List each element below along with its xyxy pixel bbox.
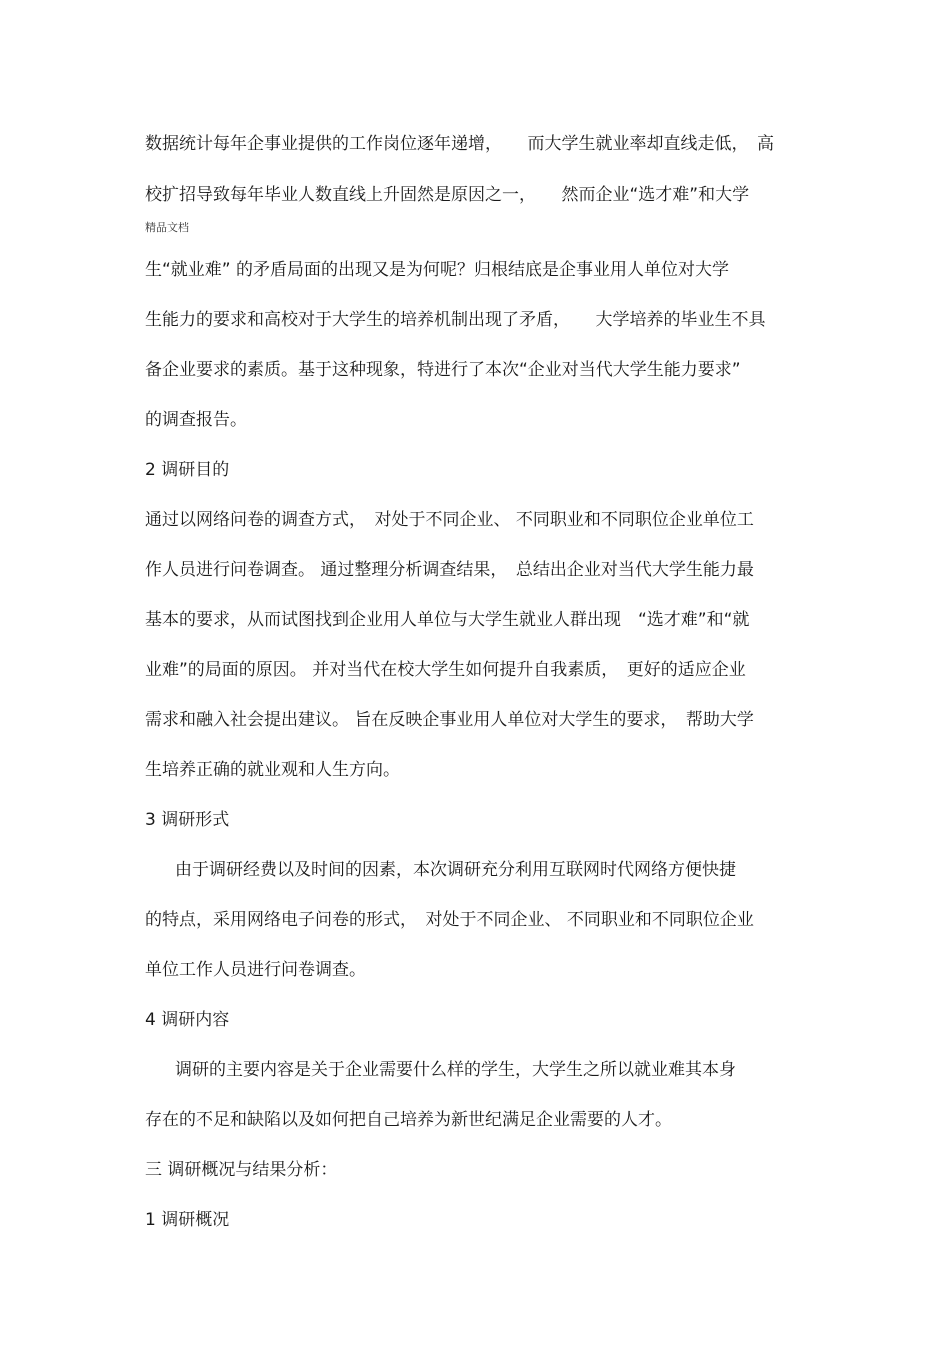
paragraph-line: 基本的要求，从而试图找到企业用人单位与大学生就业人群出现 “选才难”和“就 [145, 610, 750, 630]
paragraph-line: 通过以网络问卷的调查方式， 对处于不同企业、 不同职业和不同职位企业单位工 [145, 510, 754, 530]
section-heading-3: 3 调研形式 [145, 810, 230, 830]
watermark-text: 精品文档 [145, 221, 189, 234]
section-heading-4: 4 调研内容 [145, 1010, 230, 1030]
paragraph-line: 作人员进行问卷调查。 通过整理分析调查结果， 总结出企业对当代大学生能力最 [145, 560, 754, 580]
paragraph-line: 的特点，采用网络电子问卷的形式， 对处于不同企业、 不同职业和不同职位企业 [145, 910, 754, 930]
paragraph-line: 生能力的要求和高校对于大学生的培养机制出现了矛盾， 大学培养的毕业生不具 [145, 310, 766, 330]
paragraph-line: 由于调研经费以及时间的因素，本次调研充分利用互联网时代网络方便快捷 [175, 860, 736, 880]
paragraph-line: 校扩招导致每年毕业人数直线上升固然是原因之一， 然而企业“选才难”和大学 [145, 185, 750, 205]
paragraph-line: 备企业要求的素质。基于这种现象，特进行了本次“企业对当代大学生能力要求” [145, 360, 741, 380]
paragraph-line: 的调查报告。 [145, 410, 247, 430]
paragraph-line: 需求和融入社会提出建议。 旨在反映企事业用人单位对大学生的要求， 帮助大学 [145, 710, 754, 730]
section-heading-1: 1 调研概况 [145, 1210, 230, 1230]
section-heading-three: 三 调研概况与结果分析： [145, 1160, 338, 1180]
paragraph-line: 存在的不足和缺陷以及如何把自己培养为新世纪满足企业需要的人才。 [145, 1110, 672, 1130]
paragraph-line: 数据统计每年企事业提供的工作岗位逐年递增， 而大学生就业率却直线走低， 高 [145, 134, 774, 154]
paragraph-line: 调研的主要内容是关于企业需要什么样的学生，大学生之所以就业难其本身 [175, 1060, 736, 1080]
paragraph-line: 业难”的局面的原因。 并对当代在校大学生如何提升自我素质， 更好的适应企业 [145, 660, 746, 680]
paragraph-line: 生培养正确的就业观和人生方向。 [145, 760, 400, 780]
section-heading-2: 2 调研目的 [145, 460, 230, 480]
paragraph-line: 单位工作人员进行问卷调查。 [145, 960, 366, 980]
paragraph-line: 生“就业难” 的矛盾局面的出现又是为何呢？归根结底是企事业用人单位对大学 [145, 260, 730, 280]
